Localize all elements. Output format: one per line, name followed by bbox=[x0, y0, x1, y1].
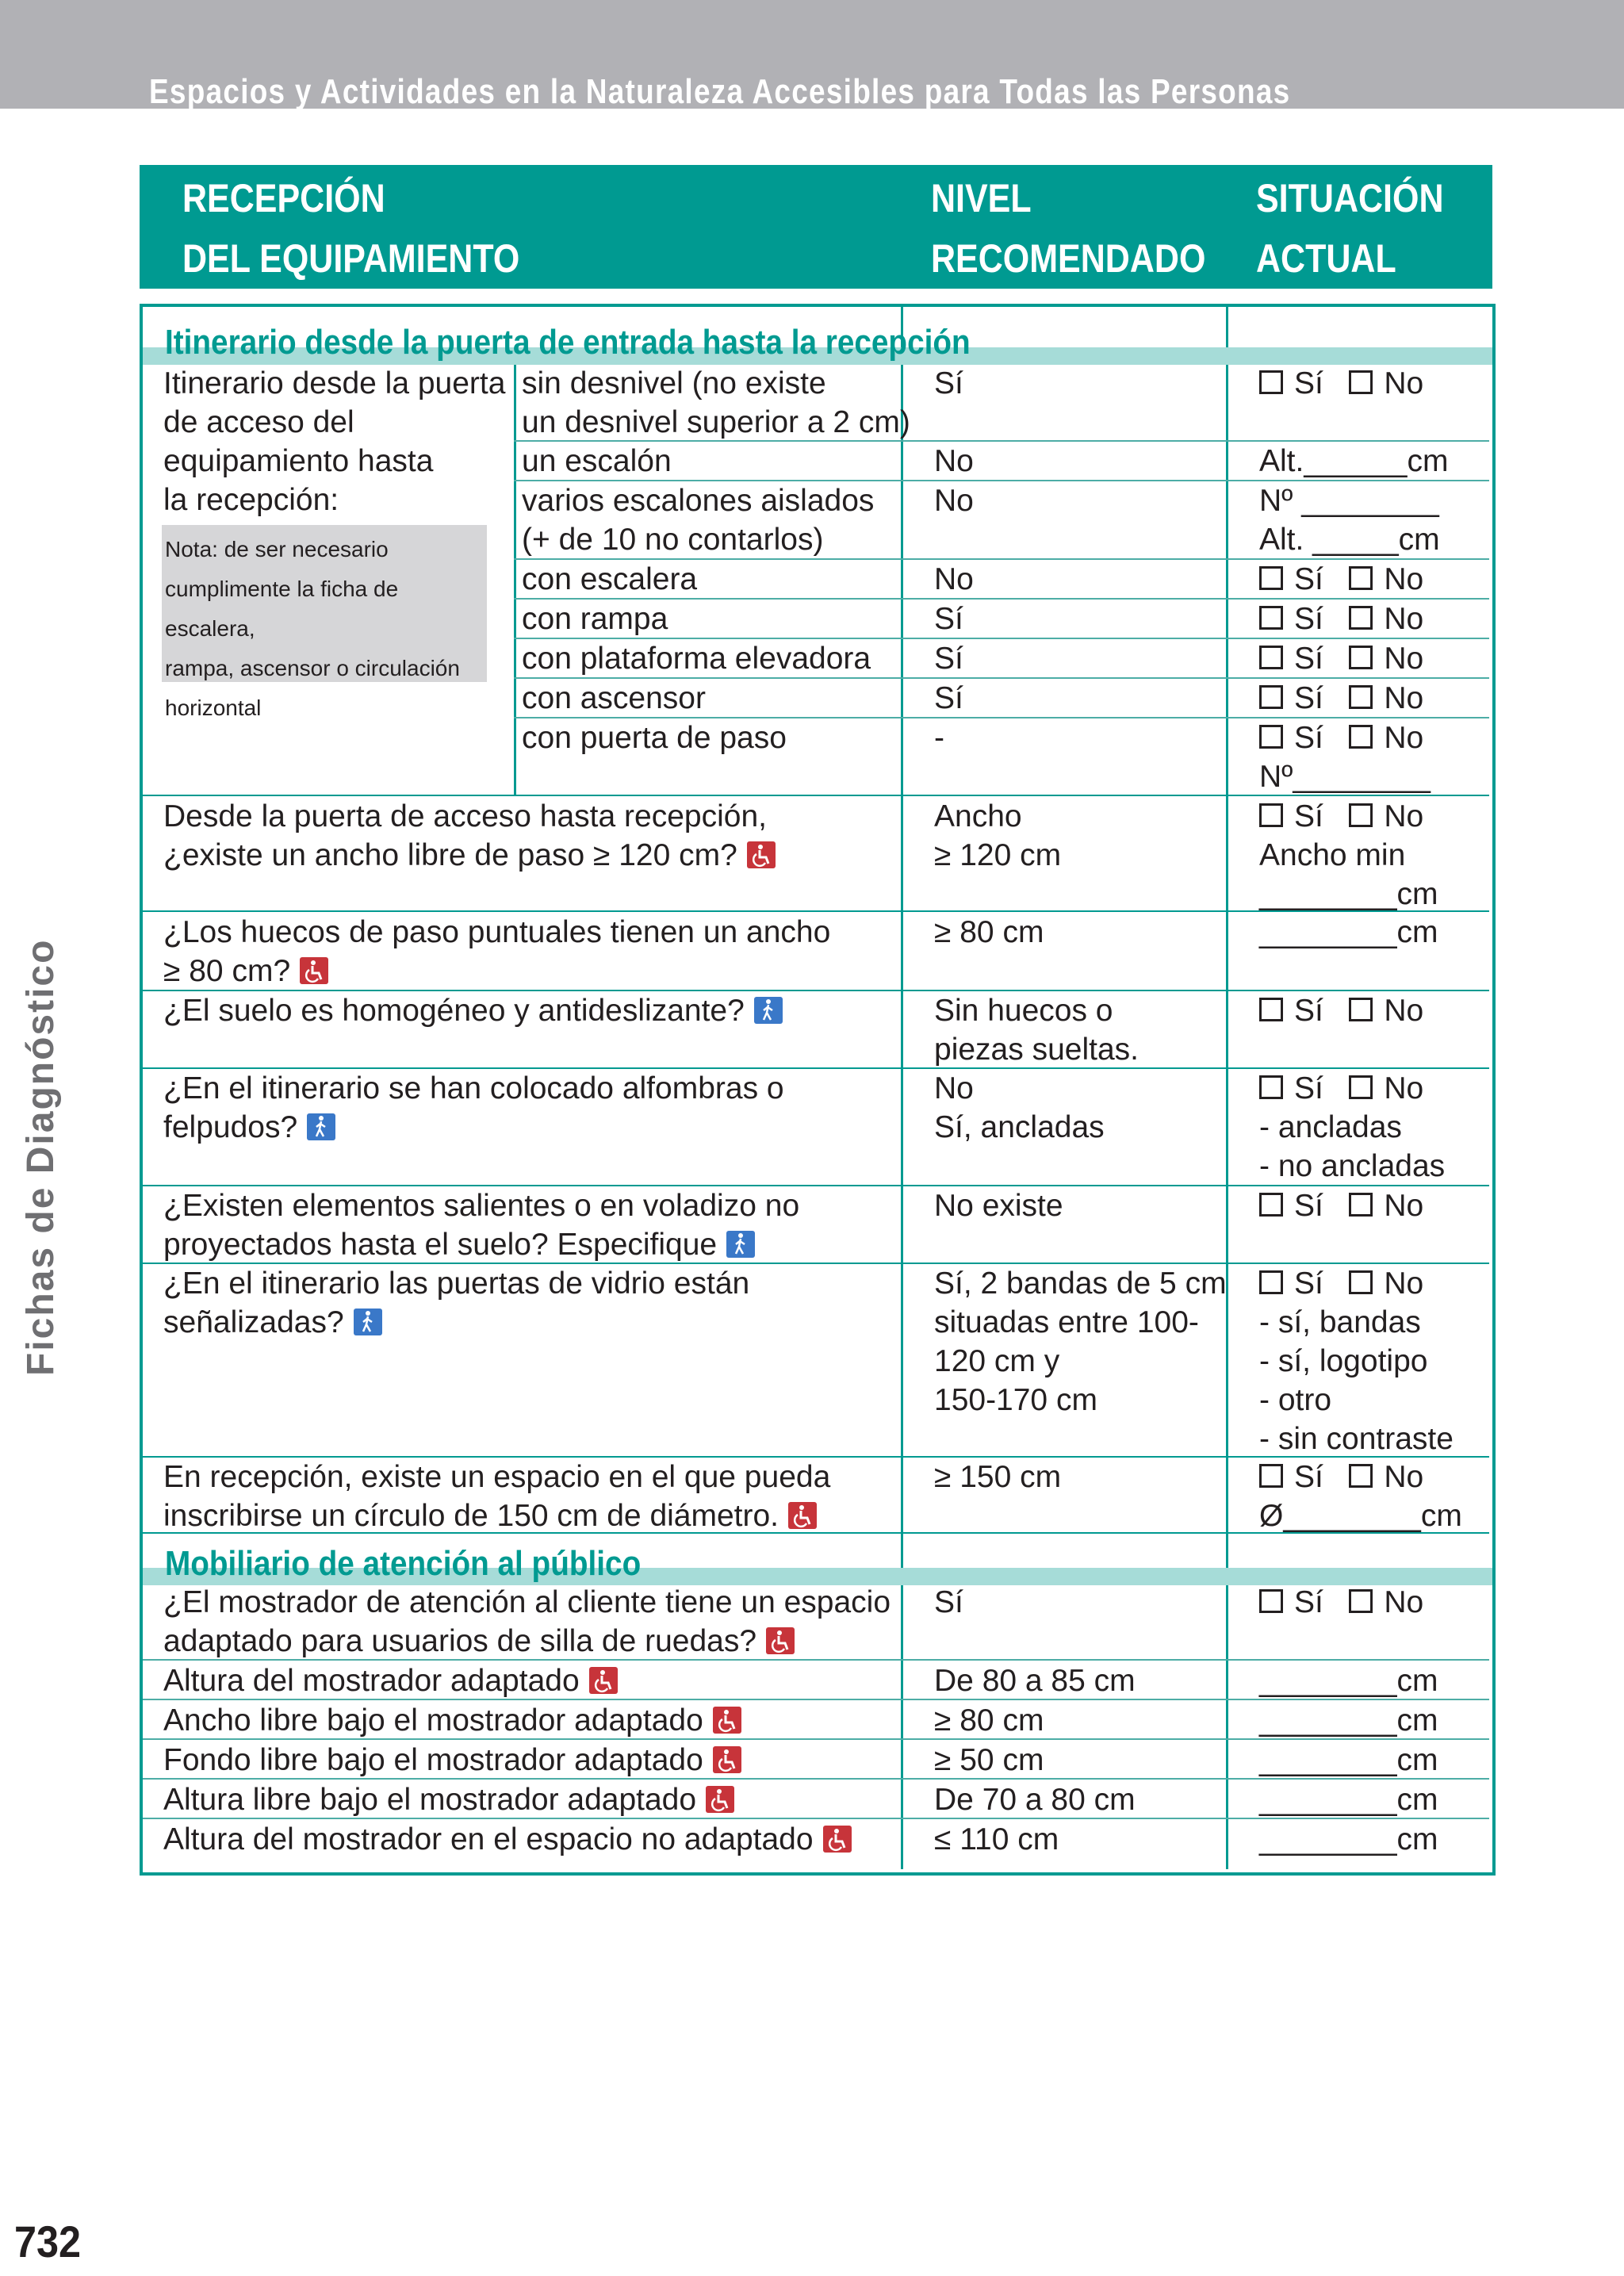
actual-value: ________cm bbox=[1259, 915, 1438, 949]
question-text: Altura del mostrador adaptado bbox=[163, 1661, 618, 1700]
nivel-value: Sí bbox=[934, 366, 963, 400]
question-text: En recepción, existe un espacio en el que pueda inscribirse un círculo de 150 cm de diámetro. bbox=[163, 1460, 831, 1533]
checkbox-icon[interactable] bbox=[1259, 725, 1283, 749]
itinerario-sub-item: sin desnivel (no existe un desnivel superior a 2 cm) bbox=[522, 366, 910, 439]
itinerario-sub-item: un escalón bbox=[522, 444, 672, 478]
checkbox-icon[interactable] bbox=[1349, 566, 1373, 590]
checkbox-icon[interactable] bbox=[1349, 1270, 1373, 1294]
nivel-value: ≤ 110 cm bbox=[934, 1822, 1059, 1856]
wheelchair-icon bbox=[300, 957, 328, 984]
page-number: 732 bbox=[14, 2217, 82, 2266]
section-title-itinerario: Itinerario desde la puerta de entrada hasta la recepción bbox=[165, 323, 971, 362]
nivel-value: Sí bbox=[934, 602, 963, 636]
yes-no-checkboxes: Sí No bbox=[1259, 679, 1423, 718]
header-col-current: SITUACIÓN ACTUAL bbox=[1256, 176, 1444, 281]
checkbox-icon[interactable] bbox=[1349, 1464, 1373, 1488]
question-text: Fondo libre bajo el mostrador adaptado bbox=[163, 1741, 741, 1780]
pedestrian-icon bbox=[354, 1309, 382, 1335]
question-text: ¿El mostrador de atención al cliente tiene un espacio adaptado para usuarios de silla de ruedas? bbox=[163, 1585, 891, 1658]
checkbox-icon[interactable] bbox=[1259, 1270, 1283, 1294]
checkbox-icon[interactable] bbox=[1349, 646, 1373, 669]
yes-no-checkboxes: Sí No bbox=[1259, 639, 1423, 678]
checkbox-icon[interactable] bbox=[1259, 998, 1283, 1021]
actual-value: - sí, bandas - sí, logotipo - otro - sin contraste bbox=[1259, 1305, 1454, 1456]
actual-value: ________cm bbox=[1259, 1664, 1438, 1698]
wheelchair-icon bbox=[823, 1826, 852, 1853]
question-text: Altura del mostrador en el espacio no adaptado bbox=[163, 1820, 852, 1859]
pedestrian-icon bbox=[754, 997, 783, 1024]
checkbox-icon[interactable] bbox=[1259, 606, 1283, 630]
header-col-reception: RECEPCIÓN DEL EQUIPAMIENTO bbox=[182, 176, 520, 281]
yes-no-checkboxes: Sí No bbox=[1259, 1458, 1423, 1496]
question-text: ¿En el itinerario las puertas de vidrio están señalizadas? bbox=[163, 1266, 750, 1339]
nivel-value: Sí, 2 bandas de 5 cm situadas entre 100- 120 cm y 150-170 cm bbox=[934, 1266, 1227, 1417]
nivel-value: Sin huecos o piezas sueltas. bbox=[934, 994, 1139, 1067]
checkbox-icon[interactable] bbox=[1349, 1075, 1373, 1099]
yes-no-checkboxes: Sí No bbox=[1259, 1264, 1423, 1303]
nivel-value: De 70 a 80 cm bbox=[934, 1783, 1136, 1817]
nivel-value: ≥ 80 cm bbox=[934, 1703, 1044, 1738]
question-text: ¿En el itinerario se han colocado alfombras o felpudos? bbox=[163, 1071, 784, 1144]
actual-value: ________cm bbox=[1259, 1743, 1438, 1777]
nivel-value: No bbox=[934, 444, 974, 478]
nivel-value: No Sí, ancladas bbox=[934, 1071, 1105, 1144]
checkbox-icon[interactable] bbox=[1259, 566, 1283, 590]
yes-no-checkboxes: Sí No bbox=[1259, 718, 1423, 757]
checkbox-icon[interactable] bbox=[1349, 998, 1373, 1021]
nivel-value: No bbox=[934, 484, 974, 518]
checkbox-icon[interactable] bbox=[1259, 685, 1283, 709]
itinerario-sub-item: con plataforma elevadora bbox=[522, 642, 871, 676]
yes-no-checkboxes: Sí No bbox=[1259, 364, 1423, 403]
section-title-mobiliario: Mobiliario de atención al público bbox=[165, 1544, 642, 1583]
nivel-value: ≥ 50 cm bbox=[934, 1743, 1044, 1777]
checkbox-icon[interactable] bbox=[1259, 1589, 1283, 1613]
question-text: Desde la puerta de acceso hasta recepción, ¿existe un ancho libre de paso ≥ 120 cm? bbox=[163, 797, 776, 875]
itinerario-label: Itinerario desde la puerta de acceso del equipamiento hasta la recepción: bbox=[163, 366, 506, 517]
checkbox-icon[interactable] bbox=[1259, 803, 1283, 827]
nivel-value: ≥ 80 cm bbox=[934, 915, 1044, 949]
wheelchair-icon bbox=[589, 1667, 618, 1694]
nivel-value: - bbox=[934, 721, 944, 755]
question-text: Altura libre bajo el mostrador adaptado bbox=[163, 1780, 734, 1819]
actual-value: ________cm bbox=[1259, 1703, 1438, 1738]
yes-no-checkboxes: Sí No bbox=[1259, 991, 1423, 1030]
checkbox-icon[interactable] bbox=[1349, 725, 1373, 749]
wheelchair-icon bbox=[713, 1746, 741, 1773]
checkbox-icon[interactable] bbox=[1349, 803, 1373, 827]
actual-value: Nº ________ Alt. _____cm bbox=[1259, 484, 1440, 557]
itinerario-sub-item: con puerta de paso bbox=[522, 721, 787, 755]
actual-value: Nº________ bbox=[1259, 760, 1431, 794]
checkbox-icon[interactable] bbox=[1259, 646, 1283, 669]
column-divider bbox=[901, 307, 903, 1869]
wheelchair-icon bbox=[713, 1707, 741, 1734]
question-text: ¿El suelo es homogéneo y antideslizante? bbox=[163, 991, 783, 1030]
actual-value: - ancladas - no ancladas bbox=[1259, 1110, 1446, 1183]
publication-title: Espacios y Actividades en la Naturaleza Accesibles para Todas las Personas bbox=[149, 72, 1291, 111]
nivel-value: Sí bbox=[934, 1585, 963, 1619]
itinerario-sub-item: con rampa bbox=[522, 602, 668, 636]
checkbox-icon[interactable] bbox=[1349, 1193, 1373, 1217]
checkbox-icon[interactable] bbox=[1349, 1589, 1373, 1613]
actual-value: ________cm bbox=[1259, 1822, 1438, 1856]
side-section-label: Fichas de Diagnóstico bbox=[20, 938, 62, 1376]
checkbox-icon[interactable] bbox=[1349, 606, 1373, 630]
yes-no-checkboxes: Sí No bbox=[1259, 1186, 1423, 1225]
pedestrian-icon bbox=[726, 1231, 755, 1258]
yes-no-checkboxes: Sí No bbox=[1259, 1583, 1423, 1622]
yes-no-checkboxes: Sí No bbox=[1259, 600, 1423, 638]
checkbox-icon[interactable] bbox=[1259, 370, 1283, 394]
nivel-value: Ancho ≥ 120 cm bbox=[934, 799, 1062, 872]
actual-value: Alt.______cm bbox=[1259, 444, 1449, 478]
checkbox-icon[interactable] bbox=[1259, 1464, 1283, 1488]
itinerario-sub-item: con escalera bbox=[522, 562, 698, 596]
nivel-value: No existe bbox=[934, 1189, 1063, 1223]
pedestrian-icon bbox=[307, 1113, 335, 1140]
nivel-value: ≥ 150 cm bbox=[934, 1460, 1062, 1494]
wheelchair-icon bbox=[766, 1627, 795, 1654]
wheelchair-icon bbox=[788, 1502, 817, 1529]
column-divider bbox=[1226, 307, 1228, 1869]
nivel-value: No bbox=[934, 562, 974, 596]
itinerario-sub-item: con ascensor bbox=[522, 681, 706, 715]
actual-value: ________cm bbox=[1259, 1783, 1438, 1817]
checkbox-icon[interactable] bbox=[1259, 1193, 1283, 1217]
itinerario-sub-item: varios escalones aislados (+ de 10 no contarlos) bbox=[522, 484, 875, 557]
nivel-value: Sí bbox=[934, 642, 963, 676]
yes-no-checkboxes: Sí No bbox=[1259, 1069, 1423, 1108]
wheelchair-icon bbox=[706, 1786, 734, 1813]
question-text: ¿Existen elementos salientes o en voladizo no proyectados hasta el suelo? Especifique bbox=[163, 1189, 800, 1262]
wheelchair-icon bbox=[747, 841, 776, 868]
itinerario-note: Nota: de ser necesario cumplimente la ficha de escalera, rampa, ascensor o circulación horizontal bbox=[162, 525, 487, 682]
actual-value: Ø________cm bbox=[1259, 1499, 1462, 1533]
checkbox-icon[interactable] bbox=[1259, 1075, 1283, 1099]
question-text: Ancho libre bajo el mostrador adaptado bbox=[163, 1701, 741, 1740]
header-col-recommended: NIVEL RECOMENDADO bbox=[931, 176, 1206, 281]
checkbox-icon[interactable] bbox=[1349, 685, 1373, 709]
actual-value: Ancho min ________cm bbox=[1259, 838, 1438, 911]
column-divider bbox=[514, 365, 516, 795]
yes-no-checkboxes: Sí No bbox=[1259, 560, 1423, 599]
question-text: ¿Los huecos de paso puntuales tienen un ancho ≥ 80 cm? bbox=[163, 915, 831, 988]
yes-no-checkboxes: Sí No bbox=[1259, 797, 1423, 836]
nivel-value: Sí bbox=[934, 681, 963, 715]
nivel-value: De 80 a 85 cm bbox=[934, 1664, 1136, 1698]
checkbox-icon[interactable] bbox=[1349, 370, 1373, 394]
